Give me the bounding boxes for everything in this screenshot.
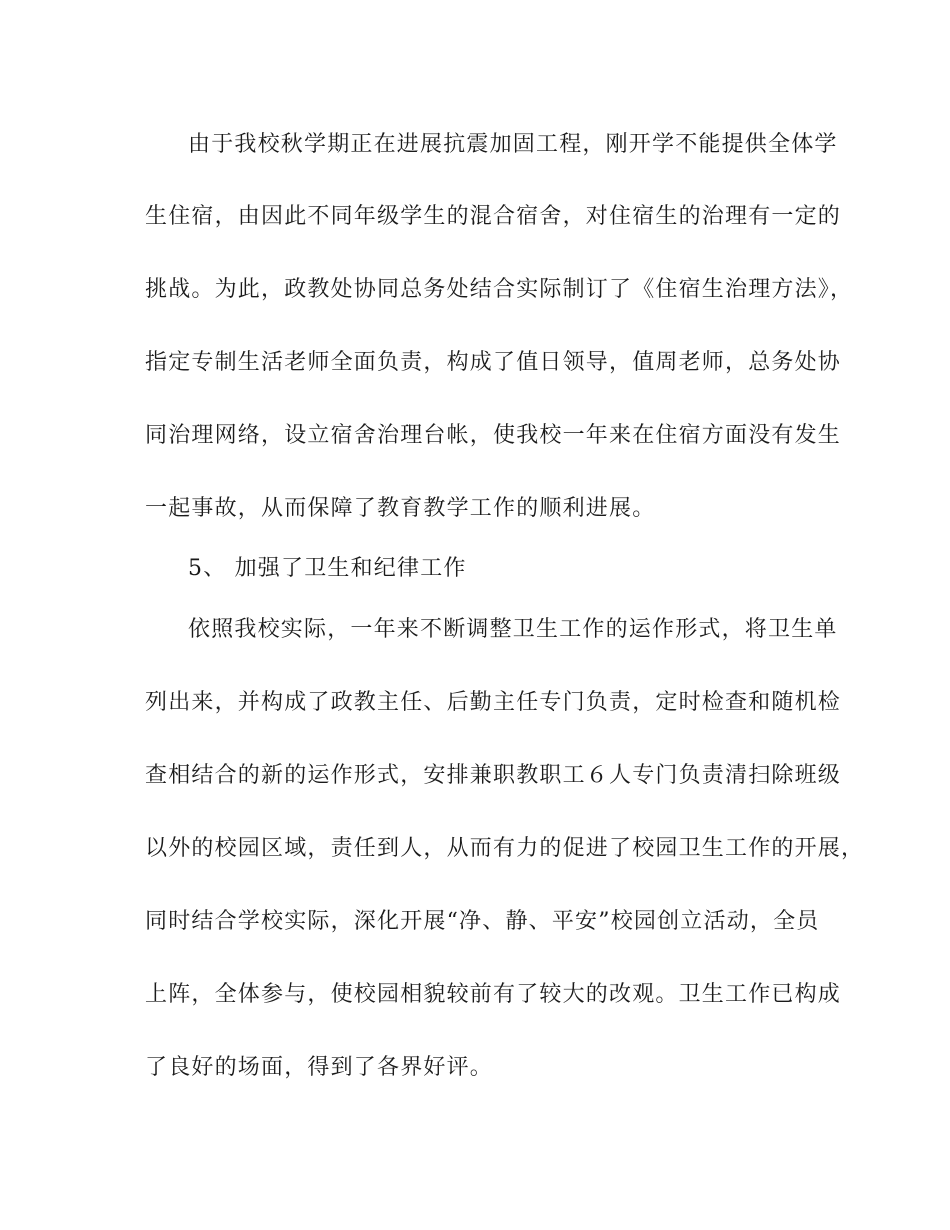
- paragraph-line: 查相结合的新的运作形式，安排兼职教职工６人专门负责清扫除班级: [145, 763, 842, 788]
- paragraph-line: 了良好的场面，得到了各界好评。: [145, 1055, 494, 1080]
- paragraph-line: 列出来，并构成了政教主任、后勤主任专门负责，定时检查和随机检: [145, 690, 842, 715]
- paragraph-line: 以外的校园区域，责任到人，从而有力的促进了校园卫生工作的开展，: [145, 836, 865, 861]
- paragraph-line: 同治理网络，设立宿舍治理台帐，使我校一年来在住宿方面没有发生: [145, 423, 842, 448]
- paragraph-line: 生住宿，由因此不同年级学生的混合宿舍，对住宿生的治理有一定的: [145, 204, 842, 229]
- paragraph-line: 指定专制生活老师全面负责，构成了值日领导，值周老师，总务处协: [145, 350, 842, 375]
- paragraph-line: 一起事故，从而保障了教育教学工作的顺利进展。: [145, 496, 656, 521]
- paragraph-line: 依照我校实际，一年来不断调整卫生工作的运作形式，将卫生单: [188, 617, 838, 642]
- paragraph-line: 由于我校秋学期正在进展抗震加固工程，刚开学不能提供全体学: [188, 132, 838, 157]
- section-heading: 5、 加强了卫生和纪律工作: [188, 556, 467, 581]
- paragraph-line: 同时结合学校实际，深化开展“净、静、平安”校园创立活动，全员: [145, 909, 820, 934]
- paragraph-line: 挑战。为此，政教处协同总务处结合实际制订了《住宿生治理方法》，: [145, 277, 854, 302]
- paragraph-line: 上阵，全体参与，使校园相貌较前有了较大的改观。卫生工作已构成: [145, 982, 842, 1007]
